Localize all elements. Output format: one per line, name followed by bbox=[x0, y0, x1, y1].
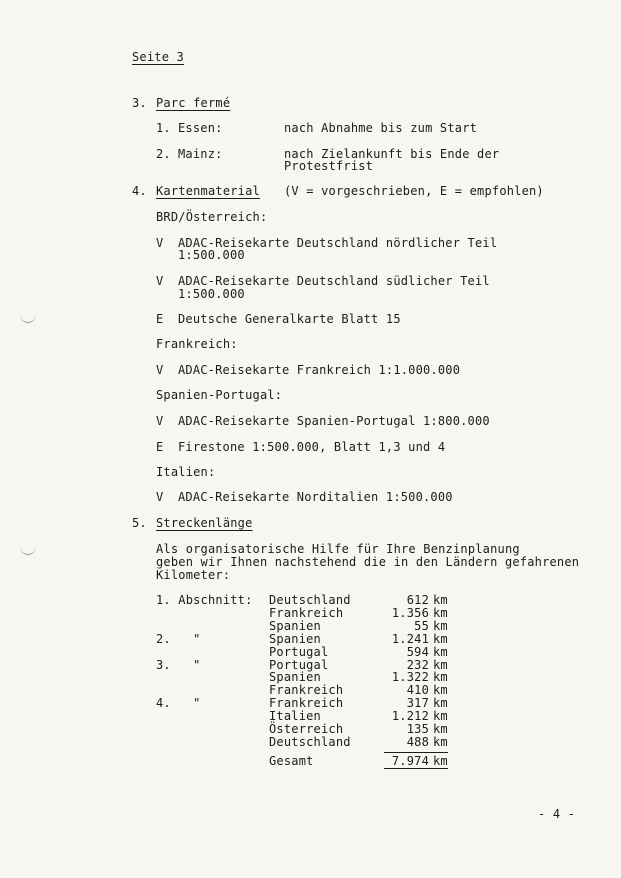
map-code: V bbox=[156, 363, 164, 377]
section-5-number: 5. bbox=[132, 516, 147, 530]
km-value: 135 bbox=[406, 722, 429, 736]
item-place: Mainz: bbox=[178, 147, 223, 161]
intro-line: Kilometer: bbox=[156, 568, 231, 582]
km-value: 488 bbox=[406, 735, 429, 749]
km-value: 1.241 bbox=[391, 632, 429, 646]
country-name: Deutschland bbox=[269, 593, 351, 607]
map-title: Firestone 1:500.000, Blatt 1,3 und 4 bbox=[178, 440, 446, 454]
item-text: nach Zielankunft bis Ende der bbox=[284, 147, 500, 161]
km-value: 317 bbox=[406, 696, 429, 710]
item-text: nach Abnahme bis zum Start bbox=[284, 121, 478, 135]
region-label: Spanien-Portugal: bbox=[156, 388, 283, 402]
stage-label: 2. " bbox=[156, 632, 201, 646]
item-text-continued: Protestfrist bbox=[284, 159, 374, 173]
km-value: 1.356 bbox=[391, 606, 429, 620]
km-value: 1.322 bbox=[391, 670, 429, 684]
total-rule bbox=[384, 752, 448, 753]
page-number: - 4 - bbox=[538, 807, 576, 821]
km-value: 594 bbox=[406, 645, 429, 659]
km-value: 232 bbox=[406, 658, 429, 672]
country-name: Italien bbox=[269, 709, 321, 723]
km-unit: km bbox=[433, 632, 448, 646]
map-title: ADAC-Reisekarte Norditalien 1:500.000 bbox=[178, 490, 453, 504]
km-unit: km bbox=[433, 645, 448, 659]
total-label: Gesamt bbox=[269, 754, 314, 768]
map-title: Deutsche Generalkarte Blatt 15 bbox=[178, 312, 401, 326]
section-5-heading: Streckenlänge bbox=[156, 516, 253, 530]
map-title: ADAC-Reisekarte Deutschland nördlicher Teil bbox=[178, 236, 498, 250]
section-3-number: 3. bbox=[132, 96, 147, 110]
section-3-heading: Parc fermé bbox=[156, 96, 231, 110]
km-unit: km bbox=[433, 735, 448, 749]
country-name: Portugal bbox=[269, 658, 329, 672]
country-name: Spanien bbox=[269, 619, 321, 633]
country-name: Spanien bbox=[269, 670, 321, 684]
section-4-number: 4. bbox=[132, 184, 147, 198]
page-label: Seite 3 bbox=[132, 50, 184, 64]
country-name: Deutschland bbox=[269, 735, 351, 749]
punch-hole-bottom bbox=[20, 538, 36, 555]
total-double-rule bbox=[384, 768, 448, 769]
km-unit: km bbox=[433, 683, 448, 697]
stage-label: 3. " bbox=[156, 658, 201, 672]
region-label: BRD/Österreich: bbox=[156, 210, 268, 224]
map-code: V bbox=[156, 236, 164, 250]
map-code: V bbox=[156, 274, 164, 288]
km-unit: km bbox=[433, 670, 448, 684]
country-name: Frankreich bbox=[269, 696, 344, 710]
item-number: 2. bbox=[156, 147, 171, 161]
km-value: 1.212 bbox=[391, 709, 429, 723]
map-scale: 1:500.000 bbox=[178, 248, 245, 262]
km-unit: km bbox=[433, 696, 448, 710]
map-title: ADAC-Reisekarte Spanien-Portugal 1:800.000 bbox=[178, 414, 490, 428]
map-code: V bbox=[156, 490, 164, 504]
country-name: Spanien bbox=[269, 632, 321, 646]
km-value: 410 bbox=[406, 683, 429, 697]
item-place: Essen: bbox=[178, 121, 223, 135]
country-name: Frankreich bbox=[269, 683, 344, 697]
km-unit: km bbox=[433, 606, 448, 620]
region-label: Italien: bbox=[156, 465, 216, 479]
map-code: E bbox=[156, 312, 164, 326]
punch-hole-top bbox=[20, 306, 36, 323]
stage-label: 4. " bbox=[156, 696, 201, 710]
km-unit: km bbox=[433, 709, 448, 723]
country-name: Frankreich bbox=[269, 606, 344, 620]
intro-line: Als organisatorische Hilfe für Ihre Benzinplanung bbox=[156, 542, 520, 556]
km-unit: km bbox=[433, 619, 448, 633]
map-code: E bbox=[156, 440, 164, 454]
country-name: Österreich bbox=[269, 722, 344, 736]
stage-label: 1. Abschnitt: bbox=[156, 593, 253, 607]
map-title: ADAC-Reisekarte Frankreich 1:1.000.000 bbox=[178, 363, 461, 377]
item-number: 1. bbox=[156, 121, 171, 135]
km-unit: km bbox=[433, 593, 448, 607]
region-label: Frankreich: bbox=[156, 337, 238, 351]
total-unit: km bbox=[433, 754, 448, 768]
map-code: V bbox=[156, 414, 164, 428]
km-value: 612 bbox=[406, 593, 429, 607]
intro-line: geben wir Ihnen nachstehend die in den Ländern gefahrenen bbox=[156, 555, 580, 569]
km-unit: km bbox=[433, 722, 448, 736]
km-unit: km bbox=[433, 658, 448, 672]
section-4-heading: Kartenmaterial bbox=[156, 184, 260, 198]
km-value: 55 bbox=[414, 619, 429, 633]
map-scale: 1:500.000 bbox=[178, 287, 245, 301]
country-name: Portugal bbox=[269, 645, 329, 659]
section-4-legend: (V = vorgeschrieben, E = empfohlen) bbox=[284, 184, 544, 198]
map-title: ADAC-Reisekarte Deutschland südlicher Teil bbox=[178, 274, 490, 288]
total-km: 7.974 bbox=[391, 754, 429, 768]
